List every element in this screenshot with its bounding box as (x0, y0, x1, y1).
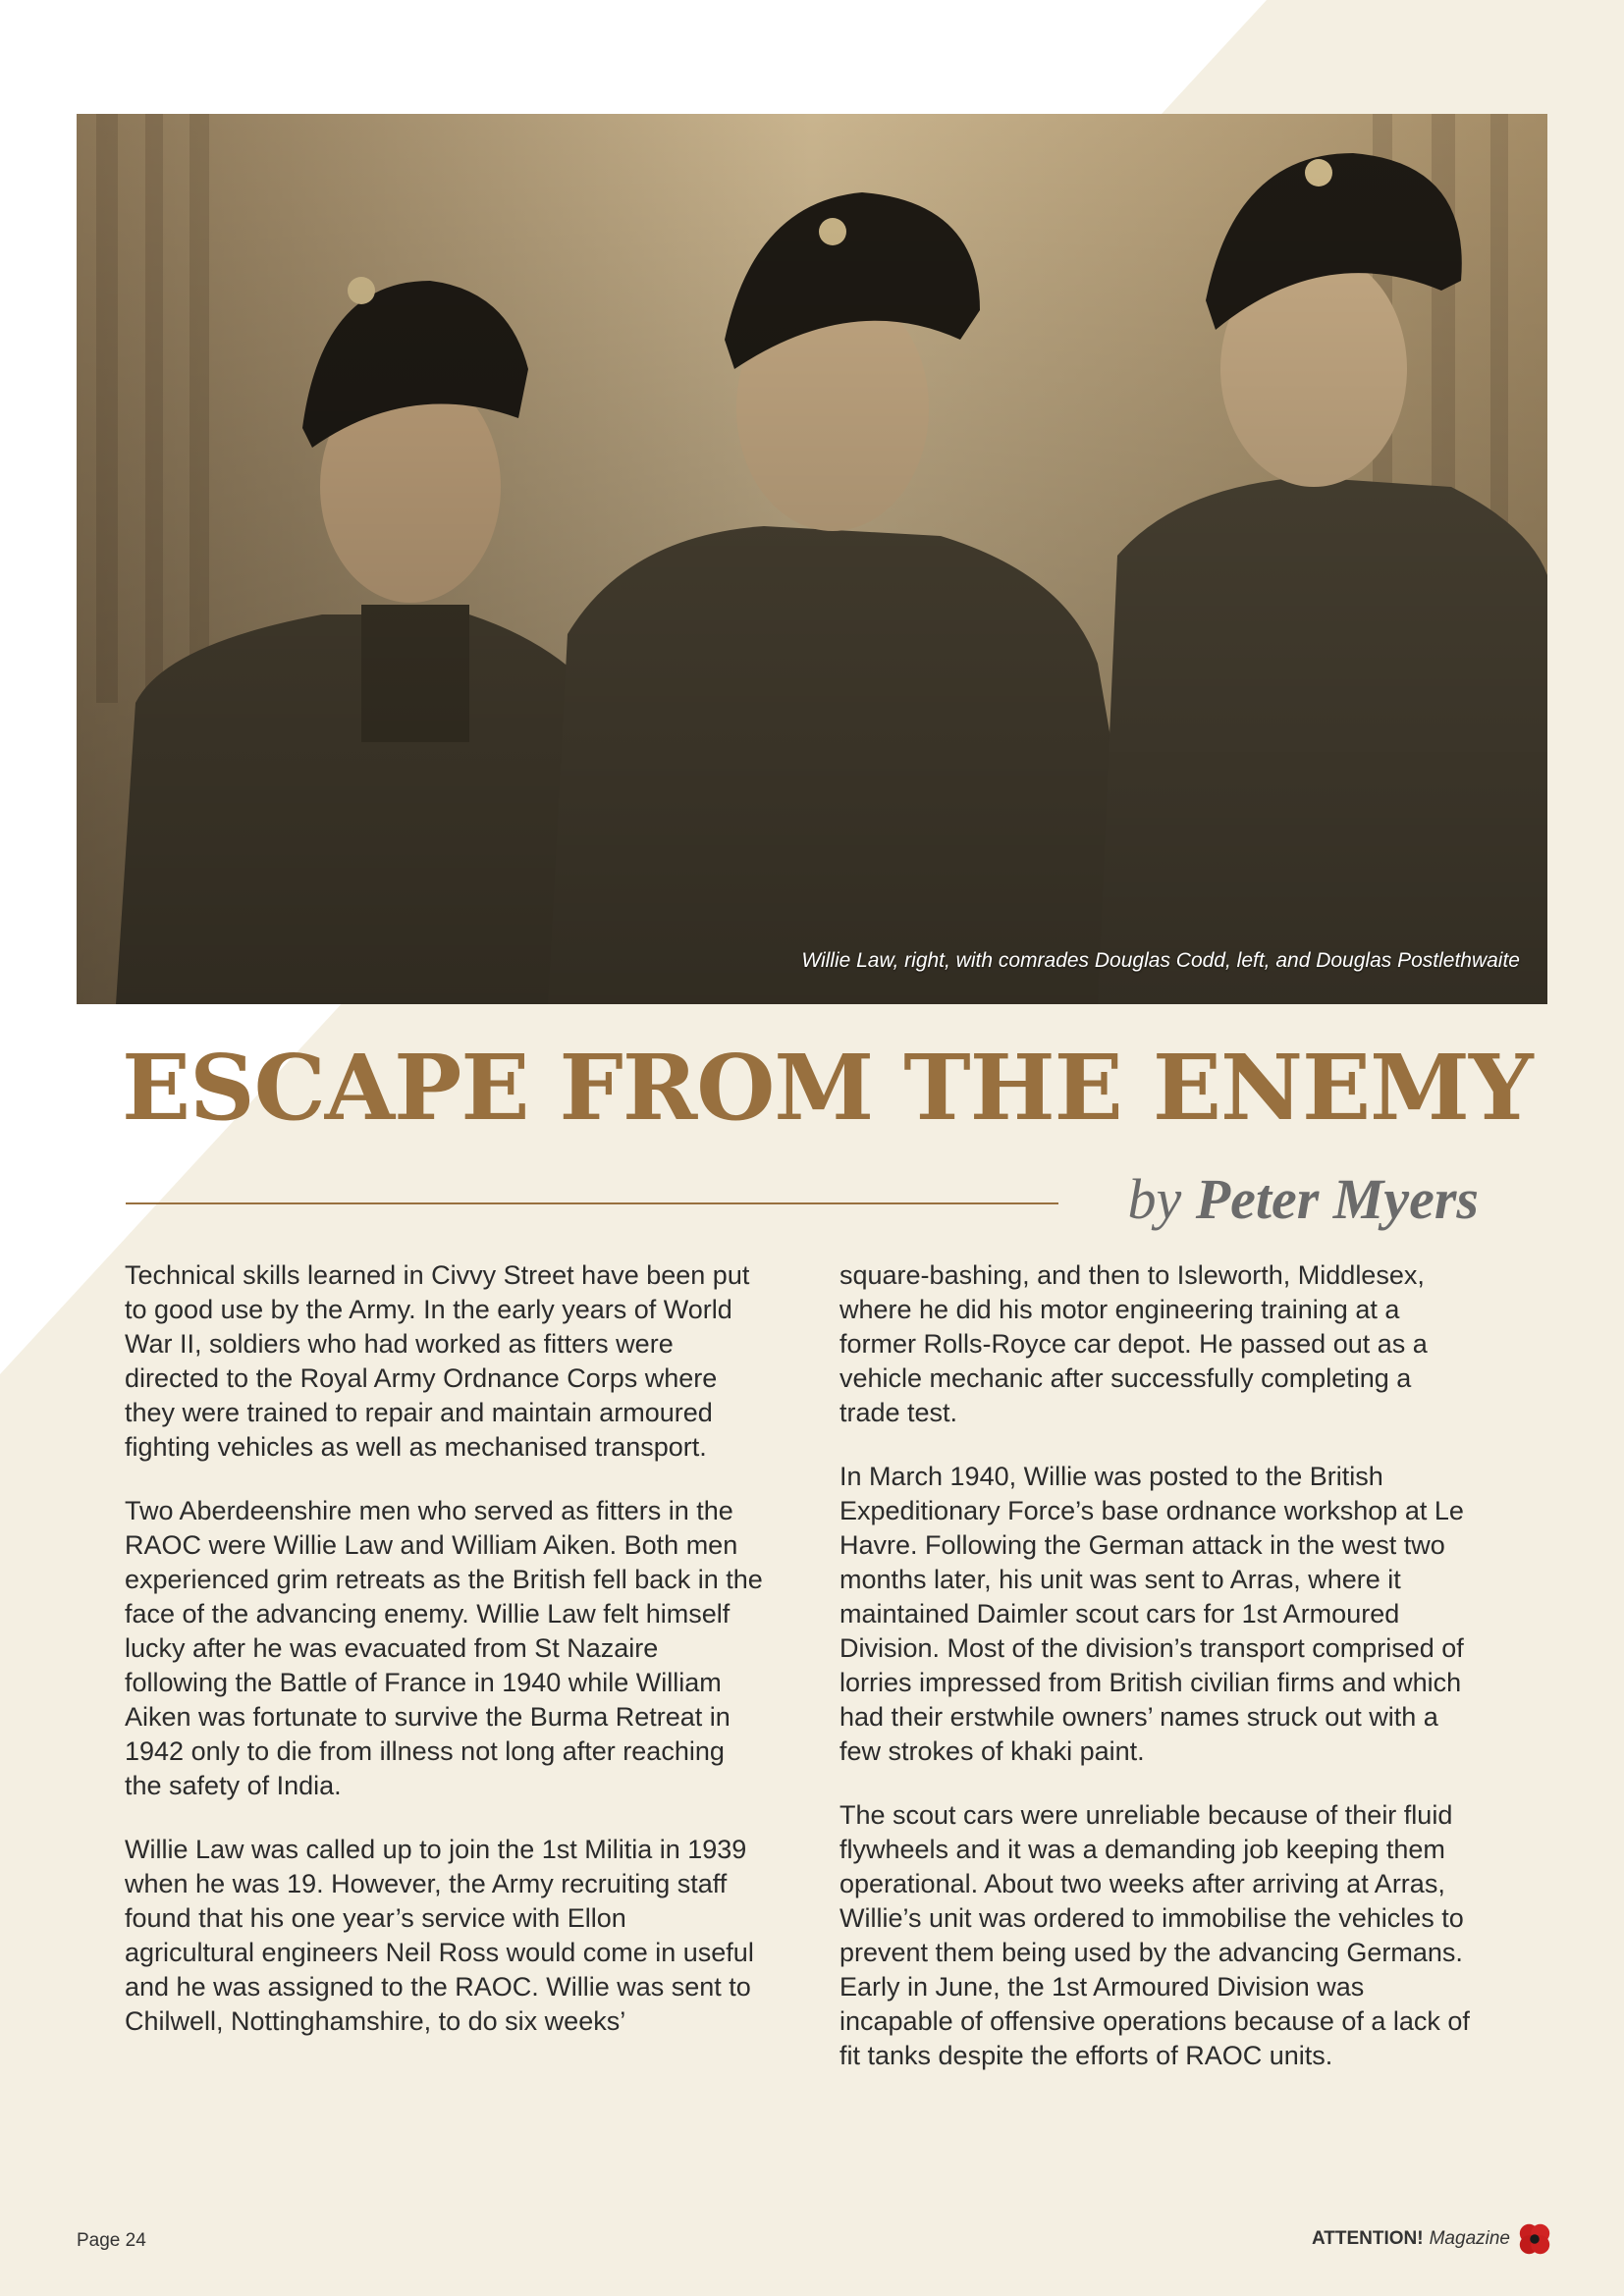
page-number: Page 24 (77, 2230, 146, 2251)
byline-prefix: by (1127, 1167, 1182, 1231)
article-column-right (839, 1258, 1478, 2103)
article-column-left (125, 1258, 763, 2068)
magazine-label: Magazine (1429, 2228, 1510, 2249)
paragraph: In March 1940, Willie was posted to the British Expeditionary Force’s base ordnance workshop at Le Havre. Following the German attack in the west two months later, his unit was sent to Arras, where it maintained Daimler scout cars for 1st Armoured Division. Most of the division’s transport comprised of lorries impressed from British civilian firms and which had their erstwhile owners’ names struck out with a few strokes of khaki paint. (839, 1462, 1464, 1766)
byline-divider (126, 1202, 1058, 1204)
magazine-brand: ATTENTION! (1311, 2228, 1424, 2249)
article-title: ESCAPE FROM THE ENEMY (122, 1035, 1533, 1141)
photo-caption: Willie Law, right, with comrades Douglas Codd, left, and Douglas Postlethwaite (801, 949, 1520, 972)
paragraph: The scout cars were unreliable because of their fluid flywheels and it was a demanding job keeping them operational. About two weeks after arriving at Arras, Willie’s unit was ordered to immobilise the vehicles to prevent them being used by the advancing Germans. Early in June, the 1st Armoured Division was incapable of offensive operations because of a lack of fit tanks despite the efforts of RAOC units. (839, 1800, 1470, 2070)
photo-illustration (77, 114, 1547, 1004)
magazine-footer (1312, 2220, 1553, 2258)
poppy-icon (1516, 2220, 1553, 2258)
paragraph: Willie Law was called up to join the 1st Militia in 1939 when he was 19. However, the Army recruiting staff found that his one year’s service with Ellon agricultural engineers Neil Ross would come in useful and he was assigned to the RAOC. Willie was sent to Chilwell, Nottinghamshire, to do six weeks’ (125, 1835, 754, 2036)
paragraph: square-bashing, and then to Isleworth, Middlesex, where he did his motor engineering training at a former Rolls-Royce car depot. He passed out as a vehicle mechanic after successfully completing a trade test. (839, 1260, 1428, 1427)
paragraph: Two Aberdeenshire men who served as fitters in the RAOC were Willie Law and William Aiken. Both men experienced grim retreats as the British fell back in the face of the advancing enemy. Willie Law felt himself lucky after he was evacuated from St Nazaire following the Battle of France in 1940 while William Aiken was fortunate to survive the Burma Retreat in 1942 only to die from illness not long after reaching the safety of India. (125, 1496, 763, 1800)
byline (1127, 1166, 1479, 1232)
soldiers-photo (77, 114, 1547, 1004)
paragraph: Technical skills learned in Civvy Street have been put to good use by the Army. In the early years of World War II, soldiers who had worked as fitters were directed to the Royal Army Ordnance Corps where they were trained to repair and maintain armoured fighting vehicles as well as mechanised transport. (125, 1260, 750, 1462)
author-name: Peter Myers (1195, 1167, 1479, 1231)
